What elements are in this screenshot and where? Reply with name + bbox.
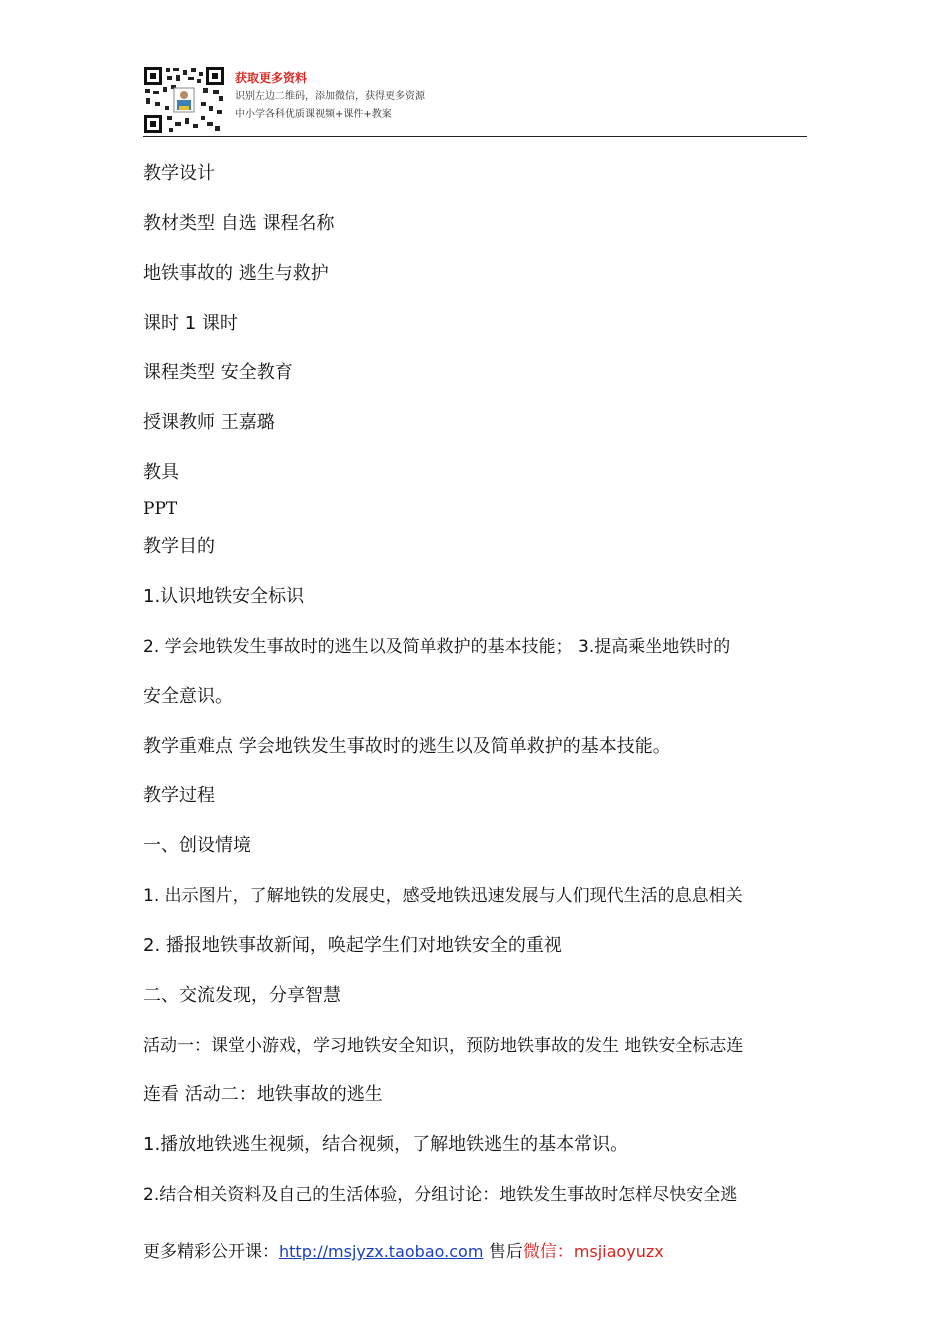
text-line: 2.结合相关资料及自己的生活体验，分组讨论：地铁发生事故时怎样尽快安全逃	[143, 1185, 738, 1205]
text-line: 教学重难点 学会地铁发生事故时的逃生以及简单救护的基本技能。	[143, 736, 671, 757]
text-line: PPT	[143, 499, 178, 519]
text-line: 2. 学会地铁发生事故时的逃生以及简单救护的基本技能； 3.提高乘坐地铁时的	[143, 637, 731, 657]
text-line: 2. 播报地铁事故新闻，唤起学生们对地铁安全的重视	[143, 935, 562, 956]
text-line: 教材类型 自选 课程名称	[143, 213, 335, 234]
promo-header	[143, 66, 807, 138]
text-line: 教学目的	[143, 536, 215, 557]
footer-wechat-id: msjiaoyuzx	[573, 1242, 664, 1261]
text-line: 安全意识。	[143, 686, 233, 707]
footer-prefix: 更多精彩公开课：	[143, 1242, 279, 1262]
text-line: 地铁事故的 逃生与救护	[143, 263, 329, 284]
text-line: 连看 活动二：地铁事故的逃生	[143, 1084, 383, 1105]
footer-wechat-label: 微信：	[522, 1242, 574, 1262]
promo-line-1: 识别左边二维码，添加微信，获得更多资源	[235, 91, 425, 102]
text-line: 教学过程	[143, 785, 215, 806]
text-line: 授课教师 王嘉璐	[143, 412, 275, 433]
promo-title: 获取更多资料	[235, 71, 308, 85]
text-line: 教具	[143, 462, 179, 483]
footer-after-sale: 售后	[483, 1242, 523, 1262]
promo-line-2: 中小学各科优质课视频+课件+教案	[235, 109, 392, 120]
header-divider	[143, 136, 807, 137]
text-line: 1. 出示图片，了解地铁的发展史，感受地铁迅速发展与人们现代生活的息息相关	[143, 886, 743, 906]
text-line: 教学设计	[143, 163, 215, 184]
text-line: 课时 1 课时	[143, 313, 238, 334]
taobao-link[interactable]: http://msjyzx.taobao.com	[279, 1242, 484, 1261]
text-line: 1.播放地铁逃生视频，结合视频，了解地铁逃生的基本常识。	[143, 1134, 629, 1155]
text-line: 一、创设情境	[143, 835, 251, 856]
page-footer	[143, 1238, 807, 1266]
qr-code-icon	[143, 66, 225, 134]
text-line: 课程类型 安全教育	[143, 362, 293, 383]
text-line: 二、交流发现，分享智慧	[143, 985, 341, 1006]
text-line: 活动一：课堂小游戏，学习地铁安全知识，预防地铁事故的发生 地铁安全标志连	[143, 1036, 744, 1056]
text-line: 1.认识地铁安全标识	[143, 586, 305, 607]
